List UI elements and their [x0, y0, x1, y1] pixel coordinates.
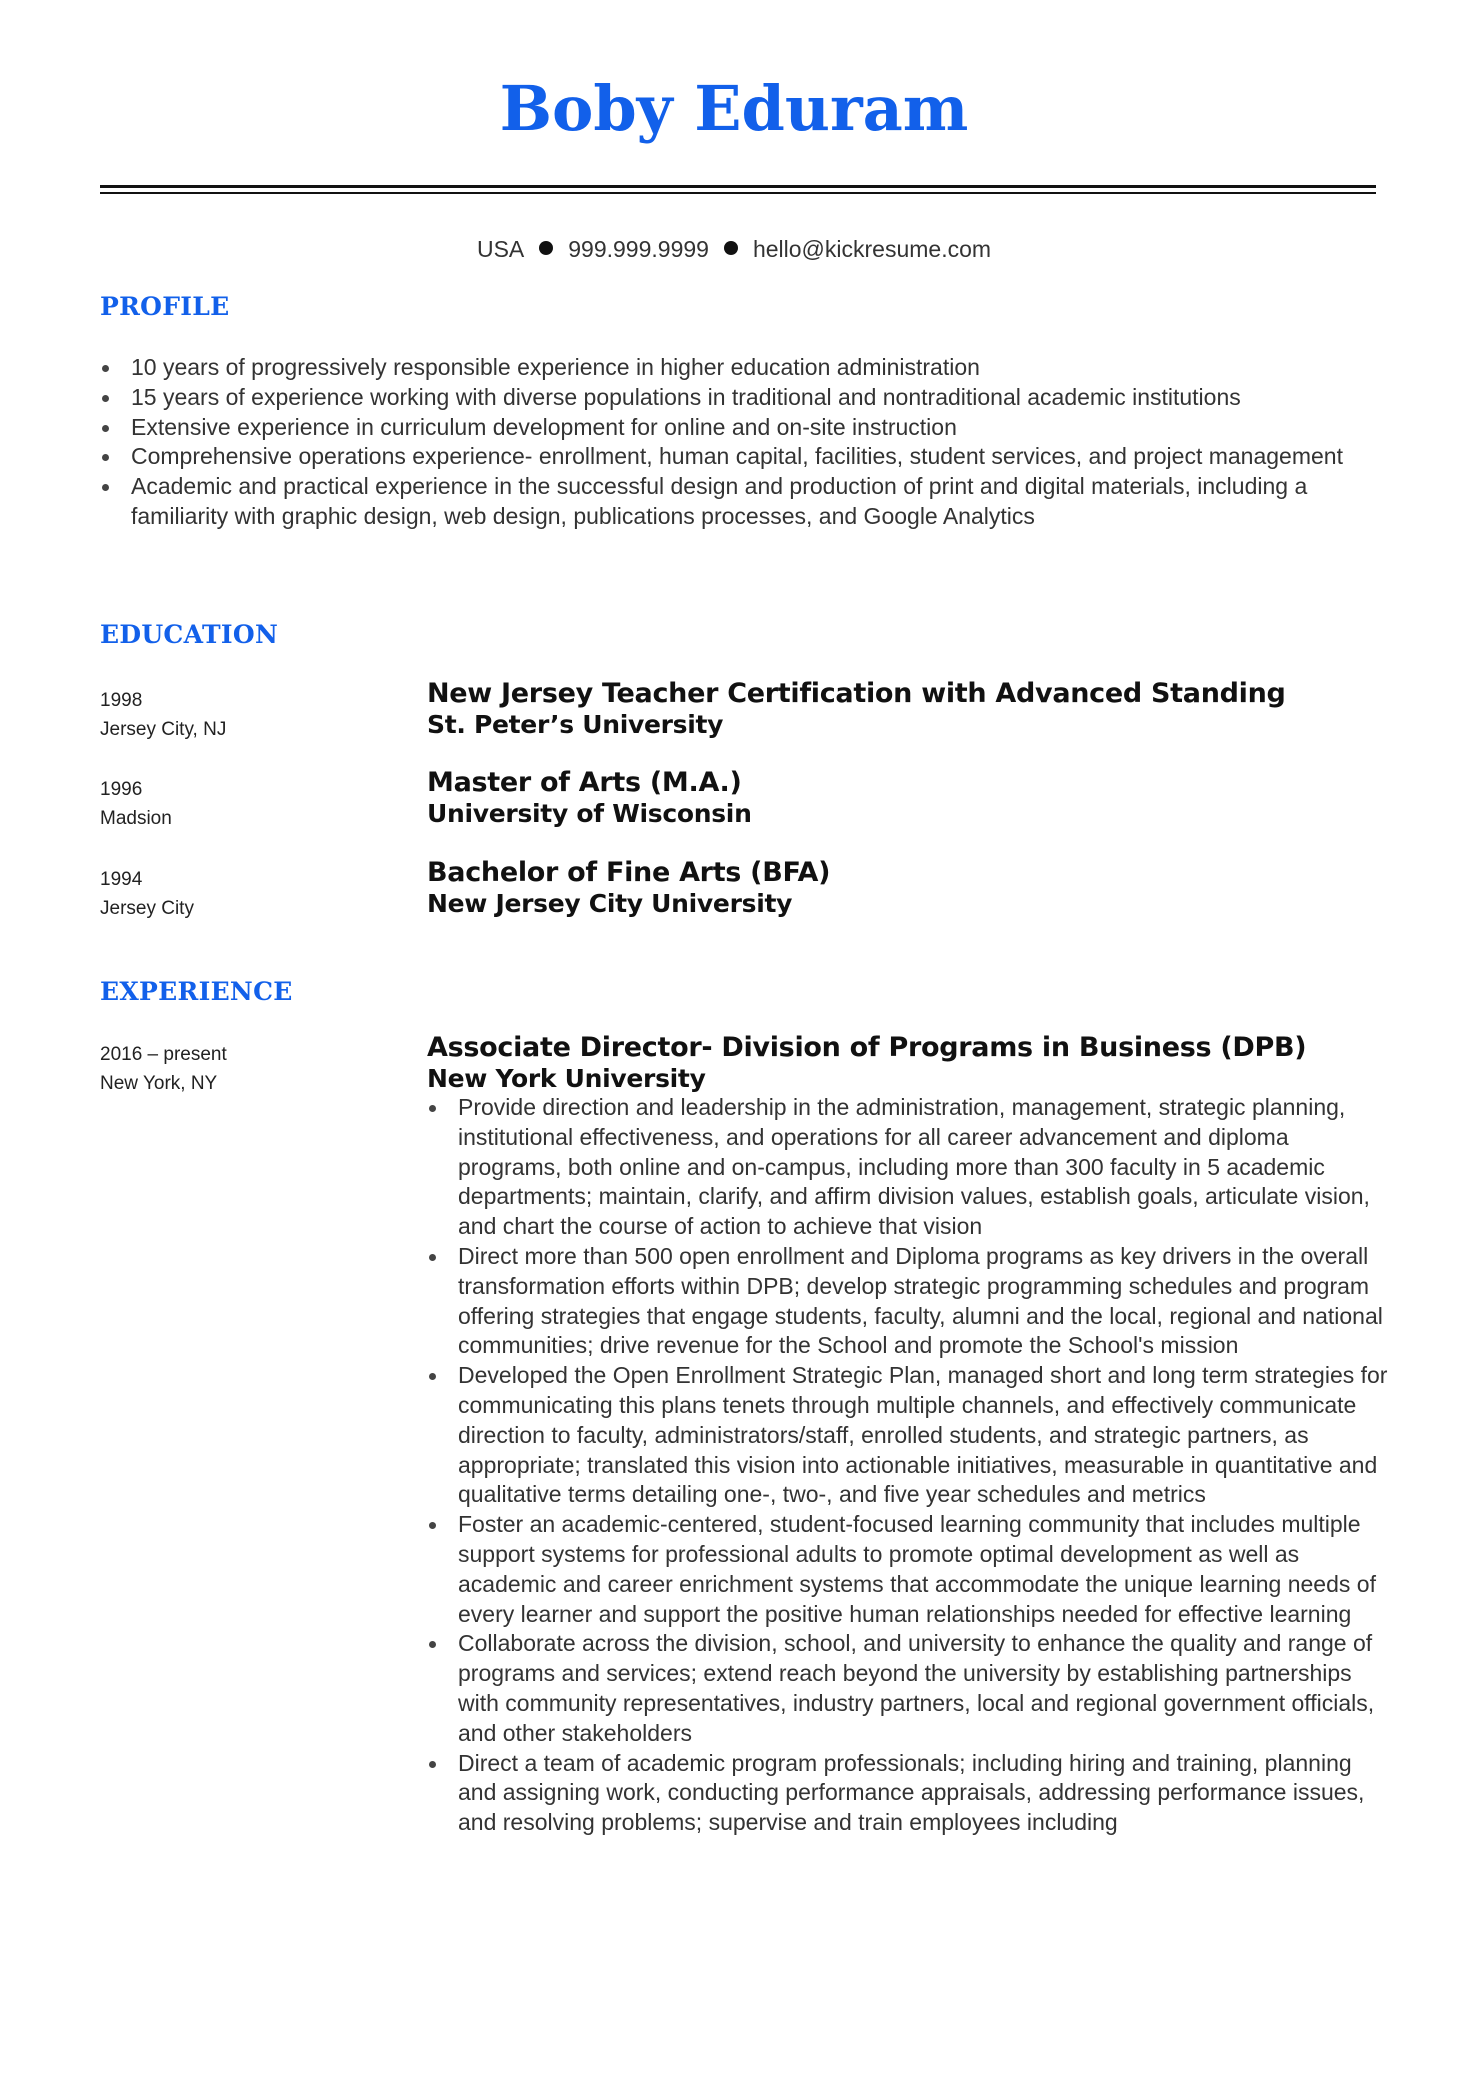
education-meta [100, 686, 226, 744]
experience-item: Provide direction and leadership in the administration, management, strategic planning, institutional effectiveness, and operations for all career advancement and diploma programs, both online and on-campus, including more than 300 faculty in 5 academic departments; maintain, clarify, and affirm division values, establish goals, articulate vision, and chart the course of action to achieve that vision [427, 1093, 1389, 1242]
header-divider-bottom [100, 192, 1376, 194]
contact-line [0, 236, 1468, 263]
education-degree: Master of Arts (M.A.) [427, 767, 742, 798]
education-details [427, 678, 1286, 739]
experience-item: Direct a team of academic program professionals; including hiring and training, planning and assigning work, conducting performance appraisals, addressing performance issues, and resolving problems; supervise and train employees including [427, 1749, 1389, 1838]
contact-email: hello@kickresume.com [752, 236, 992, 262]
profile-item: 10 years of progressively responsible experience in higher education administration [100, 353, 1390, 383]
section-title-education: EDUCATION [100, 620, 279, 649]
profile-item: Academic and practical experience in the successful design and production of print and digital materials, including a familiarity with graphic design, web design, publications processes, and Google Analytics [100, 472, 1390, 532]
education-year: 1998 [100, 690, 143, 711]
header-divider-top [100, 185, 1376, 188]
education-degree: Bachelor of Fine Arts (BFA) [427, 857, 831, 888]
education-school: New Jersey City University [427, 889, 793, 918]
experience-dates: 2016 – present [100, 1044, 227, 1065]
experience-location: New York, NY [100, 1073, 218, 1094]
profile-item: Extensive experience in curriculum development for online and on-site instruction [100, 413, 1390, 443]
experience-item: Collaborate across the division, school, and university to enhance the quality and range of programs and services; extend reach beyond the university by establishing partnerships with community representatives, industry partners, local and regional government officials, and other stakeholders [427, 1629, 1389, 1748]
contact-phone: 999.999.9999 [568, 236, 709, 262]
education-meta [100, 865, 194, 923]
education-meta [100, 775, 172, 833]
education-location: Jersey City [100, 898, 194, 919]
bullet-dot-icon [539, 241, 553, 255]
profile-list [100, 353, 1390, 532]
experience-details [427, 1032, 1389, 1838]
education-details [427, 857, 830, 918]
bullet-dot-icon [724, 241, 738, 255]
education-degree: New Jersey Teacher Certification with Advanced Standing [427, 678, 1286, 709]
section-title-profile: PROFILE [100, 292, 230, 321]
education-year: 1996 [100, 779, 143, 800]
profile-item: Comprehensive operations experience- enrollment, human capital, facilities, student services, and project management [100, 442, 1390, 472]
experience-list [427, 1093, 1389, 1838]
education-year: 1994 [100, 869, 143, 890]
experience-employer: New York University [427, 1064, 706, 1093]
education-school: University of Wisconsin [427, 799, 752, 828]
contact-location: USA [476, 236, 525, 262]
candidate-name: Boby Eduram [499, 72, 969, 145]
education-details [427, 767, 752, 828]
experience-item: Direct more than 500 open enrollment and Diploma programs as key drivers in the overall transformation efforts within DPB; develop strategic programming schedules and program offering strategies that engage students, faculty, alumni and the local, regional and national communities; drive revenue for the School and promote the School's mission [427, 1242, 1389, 1361]
experience-meta [100, 1040, 227, 1098]
education-location: Madsion [100, 808, 172, 829]
section-title-experience: EXPERIENCE [100, 977, 293, 1006]
experience-job-title: Associate Director- Division of Programs in Business (DPB) [427, 1032, 1307, 1063]
education-school: St. Peter’s University [427, 710, 724, 739]
profile-item: 15 years of experience working with diverse populations in traditional and nontraditional academic institutions [100, 383, 1390, 413]
experience-item: Foster an academic-centered, student-focused learning community that includes multiple support systems for professional adults to promote optimal development as well as academic and career enrichment systems that accommodate the unique learning needs of every learner and support the positive human relationships needed for effective learning [427, 1510, 1389, 1629]
experience-item: Developed the Open Enrollment Strategic Plan, managed short and long term strategies for communicating this plans tenets through multiple channels, and effectively communicate direction to faculty, administrators/staff, enrolled students, and strategic partners, as appropriate; translated this vision into actionable initiatives, measurable in quantitative and qualitative terms detailing one-, two-, and five year schedules and metrics [427, 1361, 1389, 1510]
education-location: Jersey City, NJ [100, 719, 227, 740]
